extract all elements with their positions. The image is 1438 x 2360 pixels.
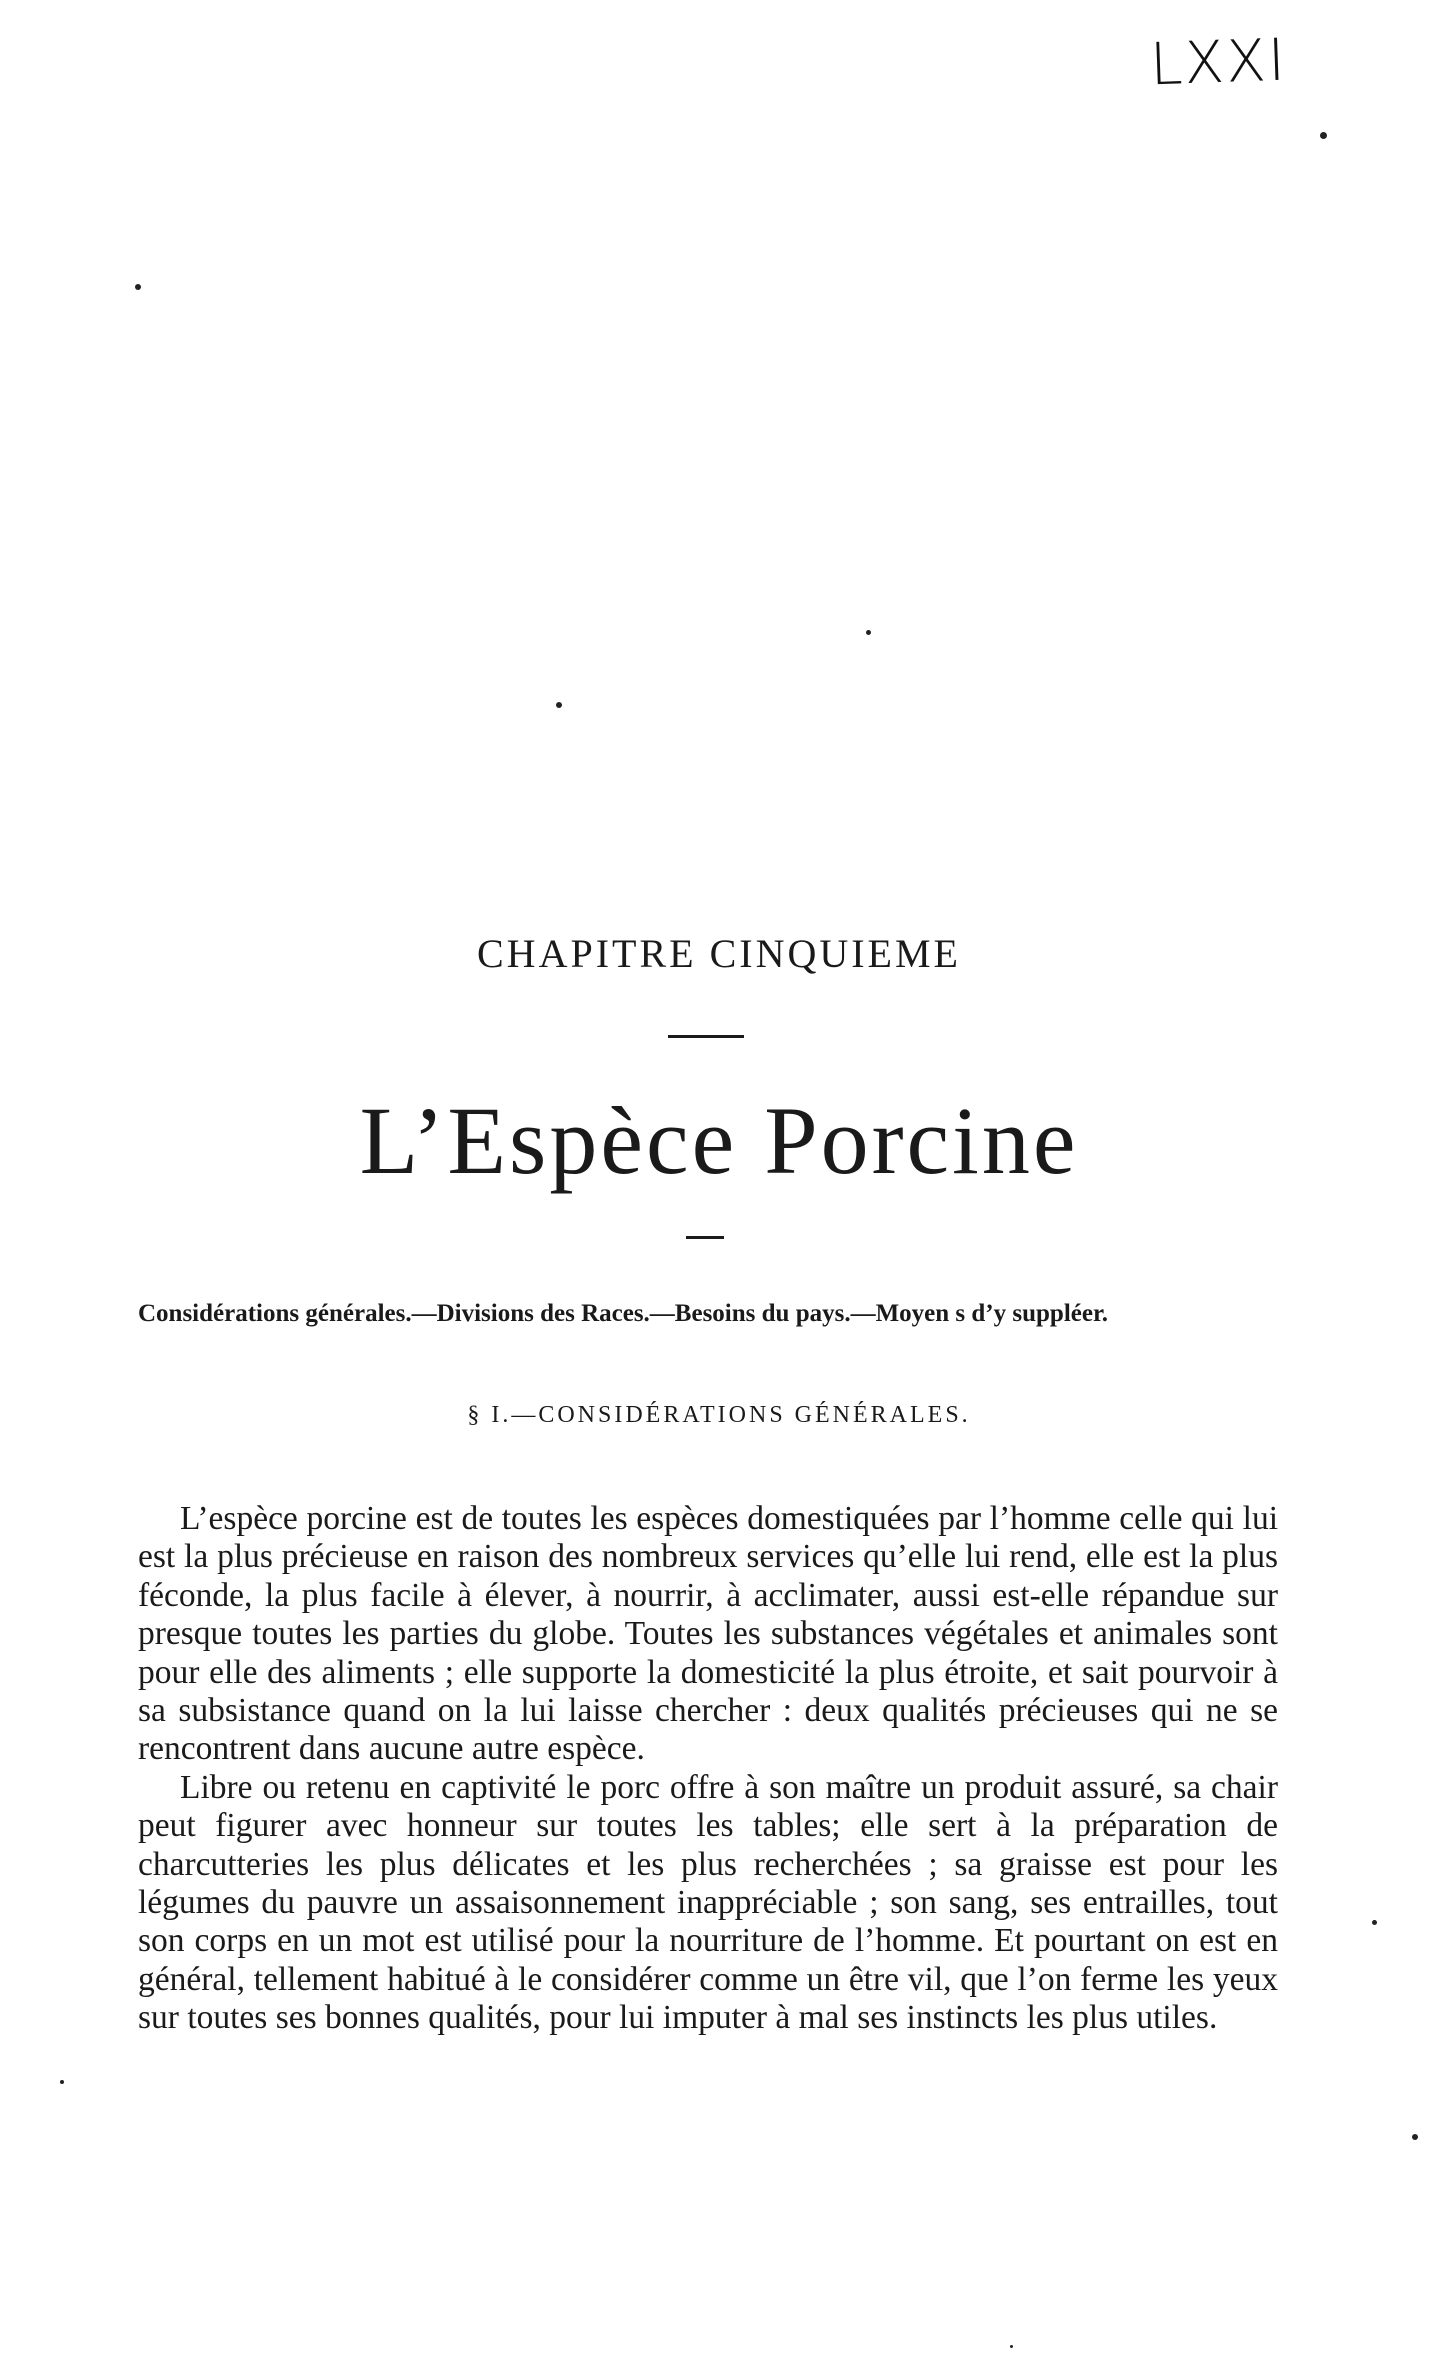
section-heading: § I.—CONSIDÉRATIONS GÉNÉRALES.	[467, 1402, 971, 1428]
scan-speck	[1372, 1920, 1377, 1925]
paragraph: L’espèce porcine est de toutes les espèces domestiquées par l’homme celle qui lui est la plus précieuse en raison des nombreux services qu’elle lui rend, elle est la plus féconde, la plus facile à élever, à nourrir, à acclimater, aussi est-elle répandue sur presque toutes les parties du globe. Toutes les substances végétales et animales sont pour elle des aliments ; elle supporte la domesticité la plus étroite, et sait pourvoir à sa subsistance quand on la lui laisse chercher : deux qualités précieuses qui ne se rencontrent dans aucune autre espèce.	[138, 1500, 1278, 1768]
scan-speck	[1412, 2134, 1418, 2140]
chapter-title: L’Espèce Porcine	[359, 1087, 1079, 1194]
scan-speck	[60, 2080, 64, 2084]
scan-speck	[1320, 132, 1327, 139]
divider-rule	[668, 1035, 744, 1038]
divider-rule-short	[686, 1236, 724, 1239]
chapter-label: CHAPITRE CINQUIEME	[477, 931, 961, 976]
scan-speck	[135, 284, 141, 290]
chapter-summary: Considérations générales.—Divisions des Races.—Besoins du pays.—Moyen s d’y suppléer.	[138, 1300, 1109, 1327]
body-text	[138, 1500, 1278, 2038]
scan-speck	[556, 702, 562, 708]
page-number: LXXI	[1148, 25, 1289, 99]
scan-speck	[866, 630, 871, 635]
scan-speck	[1010, 2345, 1013, 2348]
paragraph: Libre ou retenu en captivité le porc offre à son maître un produit assuré, sa chair peut figurer avec honneur sur toutes les tables; elle sert à la préparation de charcutteries les plus délicates et les plus recherchées ; sa graisse est pour les légumes du pauvre un assaisonnement inappréciable ; son sang, ses entrailles, tout son corps en un mot est utilisé pour la nourriture de l’homme. Et pourtant on est en général, tellement habitué à le considérer comme un être vil, que l’on ferme les yeux sur toutes ses bonnes qualités, pour lui imputer à mal ses instincts les plus utiles.	[138, 1768, 1278, 2037]
